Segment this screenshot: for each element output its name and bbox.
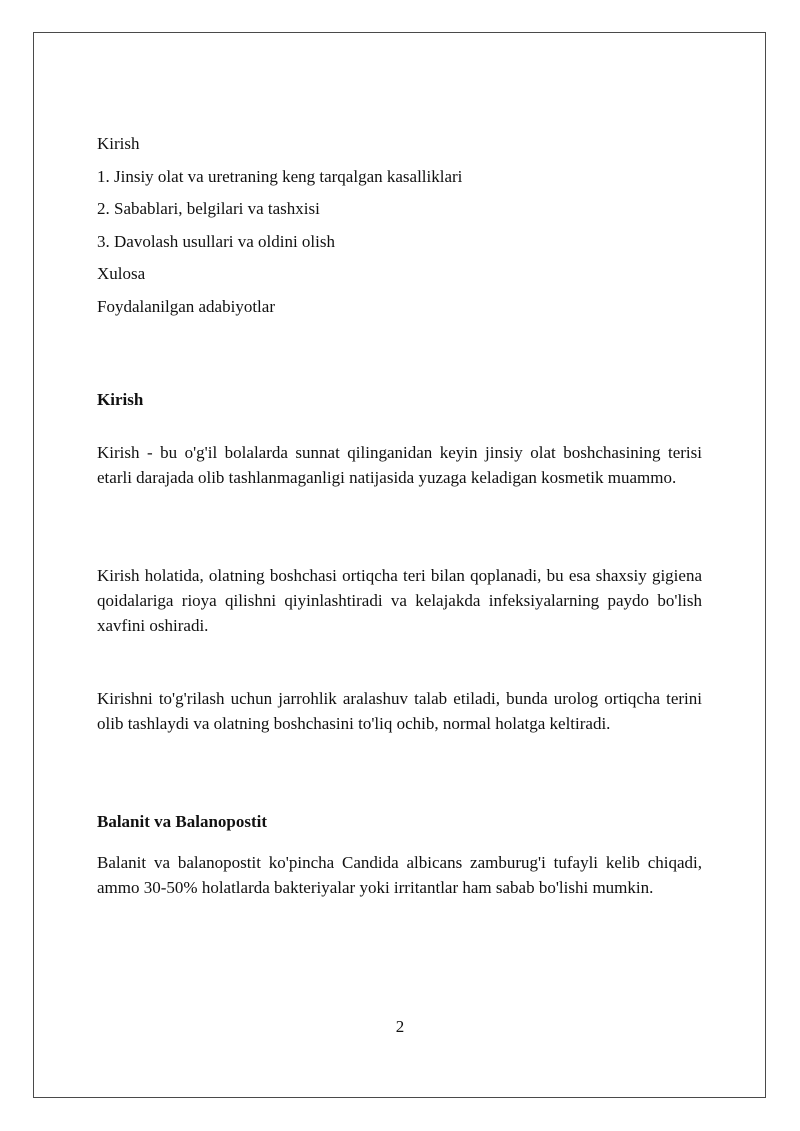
paragraph: Kirishni to'g'rilash uchun jarrohlik aralashuv talab etiladi, bunda urolog ortiqcha terini olib tashlaydi va olatning boshchasini to'liq ochib, normal holatga keltiradi.: [97, 689, 702, 733]
paragraph: Kirish holatida, olatning boshchasi ortiqcha teri bilan qoplanadi, bu esa shaxsiy gigiena qoidalariga rioya qilishni qiyinlashtiradi va kelajakda infeksiyalarning paydo bo'lish xavfini oshiradi.: [97, 566, 702, 635]
toc-item-chapter-2: 2. Sabablari, belgilari va tashxisi: [97, 199, 320, 218]
paragraph: Balanit va balanopostit ko'pincha Candida albicans zamburug'i tufayli kelib chiqadi, ammo 30-50% holatlarda bakteriyalar yoki irritantlar ham sabab bo'lishi mumkin.: [97, 853, 702, 897]
section-heading-kirish: Kirish: [97, 390, 144, 409]
toc-item-conclusion: Xulosa: [97, 264, 146, 283]
table-of-contents: [97, 128, 717, 323]
toc-item-chapter-1: 1. Jinsiy olat va uretraning keng tarqalgan kasalliklari: [97, 166, 463, 186]
toc-item-introduction: Kirish: [97, 134, 140, 153]
paragraph: Kirish - bu o'g'il bolalarda sunnat qilinganidan keyin jinsiy olat boshchasining terisi etarli darajada olib tashlanmaganligi natijasida yuzaga keladigan kosmetik muammo.: [97, 443, 702, 487]
section-heading-balanit: Balanit va Balanopostit: [97, 812, 268, 831]
page-number: 2: [395, 1017, 405, 1036]
toc-item-references: Foydalanilgan adabiyotlar: [97, 296, 275, 316]
toc-item-chapter-3: 3. Davolash usullari va oldini olish: [97, 231, 335, 251]
